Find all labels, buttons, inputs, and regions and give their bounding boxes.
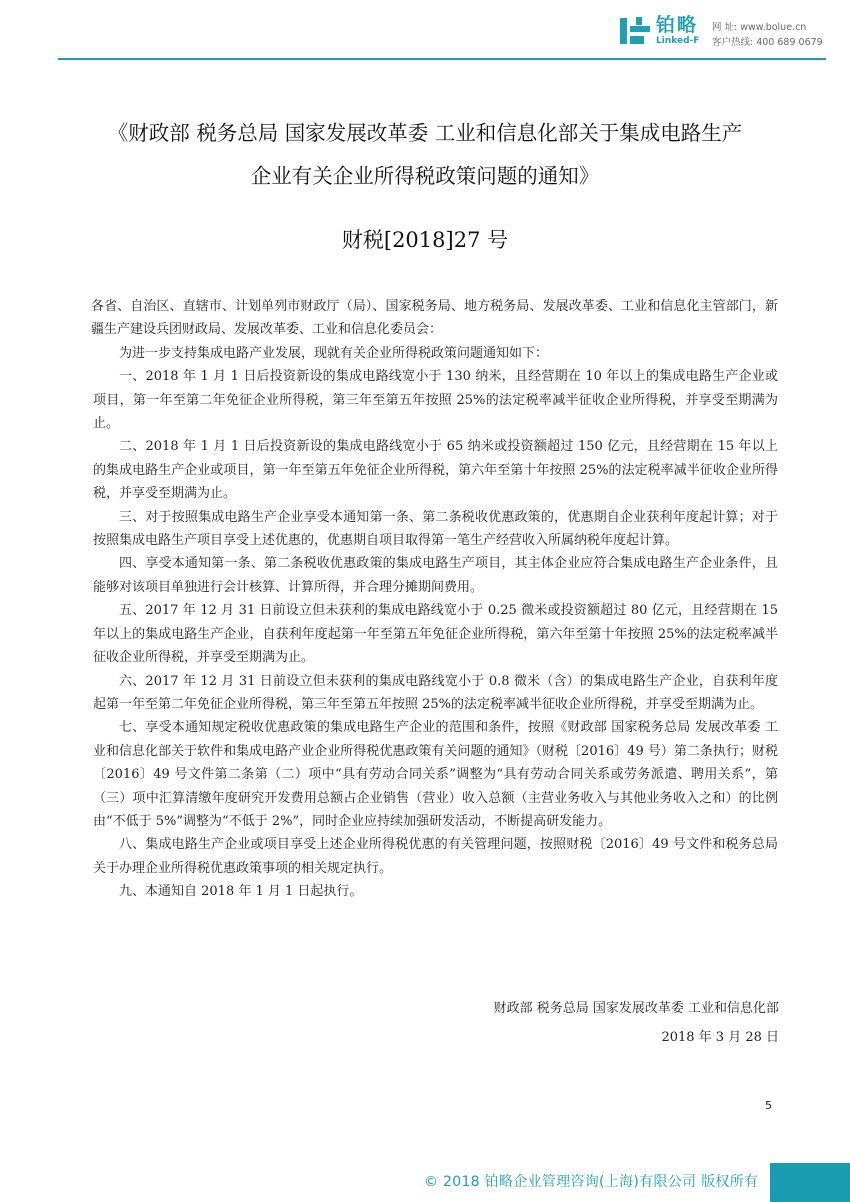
- issue-date: 2018 年 3 月 28 日: [661, 1030, 779, 1045]
- logo-name-en: Linked-F: [656, 36, 700, 46]
- page-number: 5: [765, 1099, 772, 1112]
- footer-accent-block: [770, 1163, 850, 1202]
- logo-text: [656, 16, 699, 46]
- page-header: [0, 0, 850, 62]
- document-title-line-2: 企业有关企业所得税政策问题的通知》: [250, 164, 600, 188]
- header-divider: [58, 58, 826, 60]
- contact-info: [712, 20, 823, 50]
- bolue-logo-icon: [618, 14, 652, 48]
- issuing-authorities: 财政部 税务总局 国家发展改革委 工业和信息化部: [493, 1001, 779, 1016]
- hotline-text: 客户热线: 400 689 0679: [712, 37, 823, 48]
- signature-block: [494, 994, 779, 1052]
- document-body: [93, 295, 778, 904]
- paragraph-item-4: 四、享受本通知第一条、第二条税收优惠政策的集成电路生产项目，其主体企业应符合集成电路生产企业条件，且能够对该项目单独进行会计核算、计算所得，并合理分摊期间费用。: [93, 556, 778, 595]
- website-text: 网 址: www.bolue.cn: [712, 22, 807, 33]
- paragraph-item-7: 七、享受本通知规定税收优惠政策的集成电路生产企业的范围和条件，按照《财政部 国家税务总局 发展改革委 工业和信息化部关于软件和集成电路产业企业所得税优惠政策有关问题的通知》（财税〔2016〕49 号）第二条执行；财税〔2016〕49 号文件第二条第（二）项中“具有劳动合同关系”调整为“具有劳动合同关系或劳务派遣、聘用关系”，第（三）项中汇算清缴年度研究开发费用总额占企业销售（营业）收入总额（主营业务收入与其他业务收入之和）的比例由“不低于 5%”调整为“不低于 2%”，同时企业应持续加强研发活动，不断提高研发能力。: [93, 720, 778, 829]
- paragraph-intro: 为进一步支持集成电路产业发展，现就有关企业所得税政策问题通知如下：: [119, 345, 549, 361]
- paragraph-item-5: 五、2017 年 12 月 31 日前设立但未获利的集成电路线宽小于 0.25 微米或投资额超过 80 亿元，且经营期在 15 年以上的集成电路生产企业，自获利年度起第一年至第五年免征企业所得税，第六年至第十年按照 25%的法定税率减半征收企业所得税，并享受至期满为止。: [93, 603, 778, 666]
- document-title-line-1: 《财政部 税务总局 国家发展改革委 工业和信息化部关于集成电路生产: [107, 121, 743, 145]
- bolue-logo[interactable]: [618, 14, 699, 48]
- paragraph-item-3: 三、对于按照集成电路生产企业享受本通知第一条、第二条税收优惠政策的，优惠期自企业获利年度起计算；对于按照集成电路生产项目享受上述优惠的，优惠期自项目取得第一笔生产经营收入所属纳税年度起计算。: [93, 509, 778, 549]
- paragraph-item-1: 一、2018 年 1 月 1 日后投资新设的集成电路线宽小于 130 纳米，且经营期在 10 年以上的集成电路生产企业或项目，第一年至第二年免征企业所得税，第三年至第五年按照 25%的法定税率减半征收企业所得税，并享受至期满为止。: [93, 369, 778, 432]
- footer-copyright: © 2018 铂略企业管理咨询(上海)有限公司 版权所有: [424, 1174, 759, 1190]
- paragraph-item-9: 九、本通知自 2018 年 1 月 1 日起执行。: [119, 884, 363, 900]
- document-number: 财税[2018]27 号: [341, 228, 509, 252]
- paragraph-item-8: 八、集成电路生产企业或项目享受上述企业所得税优惠的有关管理问题，按照财税〔2016〕49 号文件和税务总局关于办理企业所得税优惠政策事项的相关规定执行。: [93, 837, 778, 876]
- paragraph-item-6: 六、2017 年 12 月 31 日前设立但未获利的集成电路线宽小于 0.8 微米（含）的集成电路生产企业，自获利年度起第一年至第二年免征企业所得税，第三年至第五年按照 25%的法定税率减半征收企业所得税，并享受至期满为止。: [93, 673, 778, 712]
- logo-name-cn: 铂略: [656, 14, 699, 36]
- addressee: 各省、自治区、直辖市、计划单列市财政厅（局）、国家税务局、地方税务局、发展改革委、工业和信息化主管部门，新疆生产建设兵团财政局、发展改革委、工业和信息化委员会：: [91, 299, 778, 338]
- paragraph-item-2: 二、2018 年 1 月 1 日后投资新设的集成电路线宽小于 65 纳米或投资额超过 150 亿元，且经营期在 15 年以上的集成电路生产企业或项目，第一年至第五年免征企业所得税，第六年至第十年按照 25%的法定税率减半征收企业所得税，并享受至期满为止。: [93, 439, 778, 502]
